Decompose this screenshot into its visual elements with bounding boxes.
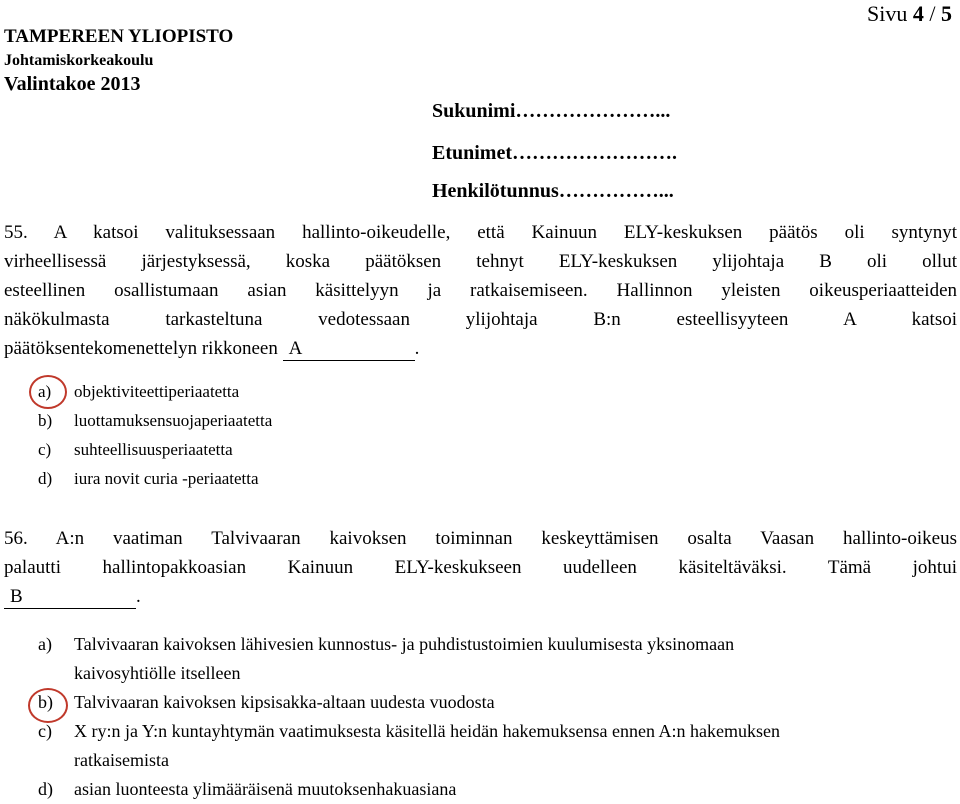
- option-56-d[interactable]: [38, 779, 456, 800]
- option-letter: a): [38, 382, 52, 401]
- question-56-end: .: [136, 586, 141, 607]
- question-56-line-last: [4, 582, 957, 611]
- option-55-d[interactable]: [38, 469, 259, 489]
- option-56-a-continuation: kaivosyhtiölle itselleen: [74, 663, 241, 683]
- question-55-end: .: [414, 338, 420, 359]
- question-56-line: palautti hallintopakkoasian Kainuun ELY-keskukseen uudelleen käsiteltäväksi. Tämä johtui: [4, 557, 957, 578]
- option-56-a[interactable]: [38, 634, 734, 655]
- answer-blank-55: A: [283, 338, 415, 361]
- option-56-b[interactable]: [38, 692, 495, 713]
- option-56-c-continuation: ratkaisemista: [74, 750, 169, 770]
- option-letter: d): [38, 779, 53, 799]
- option-text: suhteellisuusperiaatetta: [74, 440, 233, 459]
- option-letter: b): [38, 692, 53, 712]
- option-text: luottamuksensuojaperiaatetta: [74, 411, 273, 430]
- option-letter: c): [38, 440, 52, 459]
- school-name: Johtamiskorkeakoulu: [4, 52, 154, 69]
- first-names-field: Etunimet…………………….: [432, 142, 677, 164]
- question-55-line: virheellisessä järjestyksessä, koska päätöksen tehnyt ELY-keskuksen ylijohtaja B oli ollut: [4, 251, 957, 272]
- option-text: Talvivaaran kaivoksen lähivesien kunnostus- ja puhdistustoimien kuulumisesta yksinomaan: [74, 634, 735, 654]
- question-56-line: 56. A:n vaatiman Talvivaaran kaivoksen toiminnan keskeyttämisen osalta Vaasan hallinto-oikeus: [4, 528, 957, 549]
- option-text: objektiviteettiperiaatetta: [74, 382, 240, 401]
- id-number-field: Henkilötunnus……………...: [432, 180, 674, 202]
- option-55-b[interactable]: [38, 411, 272, 431]
- option-text: asian luonteesta ylimääräisenä muutoksenhakuasiana: [74, 779, 457, 799]
- question-55-line: näkökulmasta tarkasteltuna vedotessaan ylijohtaja B:n esteellisyyteen A katsoi: [4, 309, 957, 330]
- page-number: Sivu 4 / 5: [867, 1, 952, 26]
- question-55-line: esteellinen osallistumaan asian käsittelyyn ja ratkaisemiseen. Hallinnon yleisten oikeusperiaatteiden: [4, 280, 957, 301]
- option-letter: d): [38, 469, 53, 488]
- answer-circle-56: [28, 688, 68, 723]
- option-56-c[interactable]: [38, 721, 780, 742]
- question-55-line-last: [4, 334, 957, 363]
- option-55-c[interactable]: [38, 440, 233, 460]
- option-55-a[interactable]: [38, 382, 239, 402]
- exam-title: Valintakoe 2013: [4, 73, 141, 95]
- option-text: X ry:n ja Y:n kuntayhtymän vaatimuksesta käsitellä heidän hakemuksensa ennen A:n hakemuksen: [74, 721, 780, 741]
- option-text: iura novit curia -periaatetta: [74, 469, 259, 488]
- option-letter: c): [38, 721, 52, 741]
- answer-circle-55: [29, 375, 67, 409]
- option-text: Talvivaaran kaivoksen kipsisakka-altaan uudesta vuodosta: [74, 692, 495, 712]
- question-55: [4, 218, 957, 363]
- question-55-line: 55. A katsoi valituksessaan hallinto-oikeudelle, että Kainuun ELY-keskuksen päätös oli syntynyt: [4, 222, 957, 243]
- question-56: [4, 524, 957, 611]
- option-letter: b): [38, 411, 53, 430]
- question-55-line: päätöksentekomenettelyn rikkoneen: [4, 338, 278, 359]
- option-letter: a): [38, 634, 52, 654]
- university-name: TAMPEREEN YLIOPISTO: [4, 26, 234, 47]
- answer-blank-56: B: [4, 586, 136, 609]
- surname-field: Sukunimi…………………...: [432, 100, 671, 122]
